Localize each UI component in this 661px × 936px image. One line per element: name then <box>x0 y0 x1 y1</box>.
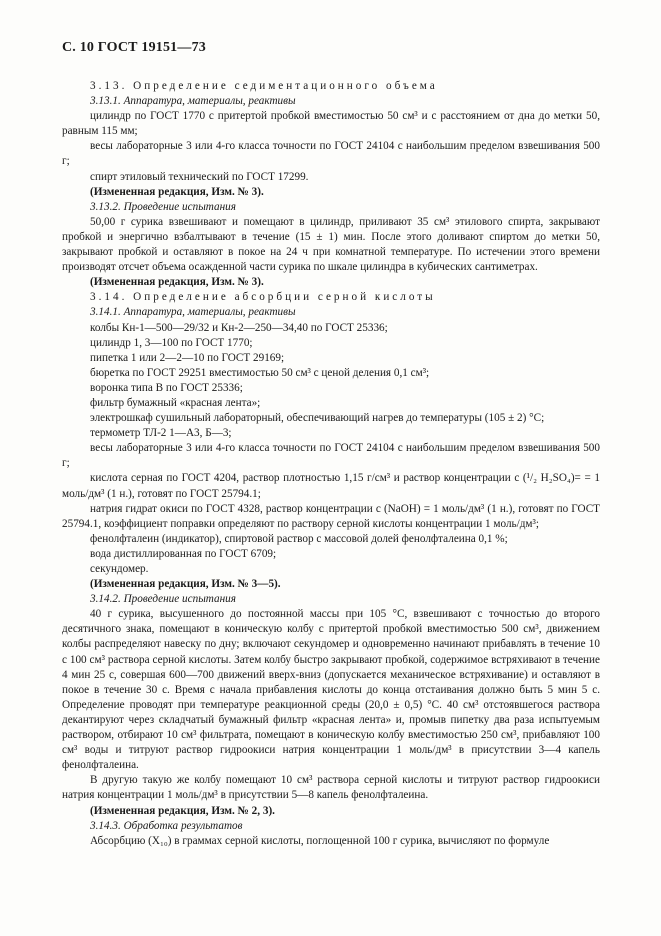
paragraph: колбы Кн-1—500—29/32 и Кн-2—250—34,40 по ГОСТ 25336; <box>90 321 388 334</box>
paragraph: спирт этиловый технический по ГОСТ 17299. <box>90 170 309 183</box>
paragraph: вода дистиллированная по ГОСТ 6709; <box>90 547 277 560</box>
section-title: 3.14. Определение абсорбции серной кислоты <box>90 291 436 304</box>
paragraph: электрошкаф сушильный лабораторный, обеспечивающий нагрев до температуры (105 ± 2) °С; <box>90 412 545 425</box>
paragraph: секундомер. <box>90 563 149 575</box>
paragraph: фенолфталеин (индикатор), спиртовой раствор с массовой долей фенолфталеина 0,1 %; <box>90 532 508 545</box>
paragraph: 50,00 г сурика взвешивают и помещают в цилиндр, приливают 35 см³ этилового спирта, закрывают пробкой и энергично взбалтывают в течение (15 ± 1) мин. После этого доливают спиртом до метки 50, закрывают пробкой и оставляют в покое на 24 ч при комнатной температуре. По истечении этого времени производят отсчет объема осажденной части сурика по шкале цилиндра в кубических сантиметрах. <box>62 215 600 274</box>
paragraph: цилиндр по ГОСТ 1770 с притертой пробкой вместимостью 50 см³ и с расстоянием от дна до метки 50, равным 115 мм; <box>62 110 600 138</box>
amendment-note: (Измененная редакция, Изм. № 2, 3). <box>90 804 275 817</box>
subsection-heading: 3.14.1. Аппаратура, материалы, реактивы <box>90 306 296 319</box>
document-body <box>62 79 600 849</box>
paragraph: воронка типа В по ГОСТ 25336; <box>90 381 243 394</box>
amendment-note: (Измененная редакция, Изм. № 3). <box>90 276 264 289</box>
paragraph: цилиндр 1, 3—100 по ГОСТ 1770; <box>90 336 253 349</box>
paragraph: бюретка по ГОСТ 29251 вместимостью 50 см³ с ценой деления 0,1 см³; <box>90 366 430 379</box>
paragraph: 40 г сурика, высушенного до постоянной массы при 105 °С, взвешивают с точностью до второго десятичного знака, помещают в коническую колбу с притертой пробкой вместимостью 500 см³, движением колбы распределяют навеску по дну; включают секундомер и одновременно начинают прибавлять в течение 10 с 100 см³ раствора серной кислоты. Затем колбу быстро закрывают пробкой, содержимое встряхивают в течение 4 мин 25 с, совершая 600—700 движений вверх-вниз (допускается механическое встряхивание) и оставляют в покое в течение 30 с. Время с начала прибавления кислоты до конца отстаивания должно быть 5 мин 5 с. Определение проводят при температуре реакционной среды (20,0 ± 0,5) °С. 40 см³ отстоявшегося раствора декантируют через складчатый бумажный фильтр «красная лента» и, промыв пипетку два раза испытуемым раствором, отбирают 10 см³ фильтрата, помещают в коническую колбу вместимостью 250 см³, прибавляют 100 см³ воды и титруют раствор гидроокиси натрия концентрации 1 моль/дм³ в присутствии 3—4 капель фенолфталеина. <box>62 608 600 772</box>
section-title: 3.13. Определение седиментационного объема <box>90 80 438 92</box>
paragraph: натрия гидрат окиси по ГОСТ 4328, раствор концентрации c (NaOH) = 1 моль/дм³ (1 н.), готовят по ГОСТ 25794.1, коэффициент поправки определяют по раствору серной кислоты концентрации 1 моль/дм³; <box>62 502 600 530</box>
paragraph: кислота серная по ГОСТ 4204, раствор плотностью 1,15 г/см³ и раствор концентрации c (¹/₂ H₂SO₄)= = 1 моль/дм³ (1 н.), готовят по ГОСТ 25794.1; <box>62 472 600 500</box>
paragraph: Абсорбцию (X₁₀) в граммах серной кислоты, поглощенной 100 г сурика, вычисляют по формуле <box>90 834 550 847</box>
paragraph: В другую такую же колбу помещают 10 см³ раствора серной кислоты и титруют раствор гидроокиси натрия концентрации 1 моль/дм³ в присутствии 5—8 капель фенолфталеина. <box>62 774 600 802</box>
subsection-heading: 3.13.2. Проведение испытания <box>90 200 236 213</box>
paragraph: пипетка 1 или 2—2—10 по ГОСТ 29169; <box>90 351 285 364</box>
subsection-heading: 3.13.1. Аппаратура, материалы, реактивы <box>90 95 296 108</box>
subsection-heading: 3.14.3. Обработка результатов <box>90 819 243 832</box>
amendment-note: (Измененная редакция, Изм. № 3—5). <box>90 578 281 591</box>
paragraph: весы лабораторные 3 или 4-го класса точности по ГОСТ 24104 с наибольшим пределом взвешивания 500 г; <box>62 140 600 168</box>
paragraph: фильтр бумажный «красная лента»; <box>90 396 261 409</box>
paragraph: термометр ТЛ-2 1—А3, Б—3; <box>90 427 232 440</box>
subsection-heading: 3.14.2. Проведение испытания <box>90 593 236 606</box>
paragraph: весы лабораторные 3 или 4-го класса точности по ГОСТ 24104 с наибольшим пределом взвешивания 500 г; <box>62 442 600 470</box>
page-header: С. 10 ГОСТ 19151—73 <box>62 40 206 55</box>
amendment-note: (Измененная редакция, Изм. № 3). <box>90 185 264 198</box>
